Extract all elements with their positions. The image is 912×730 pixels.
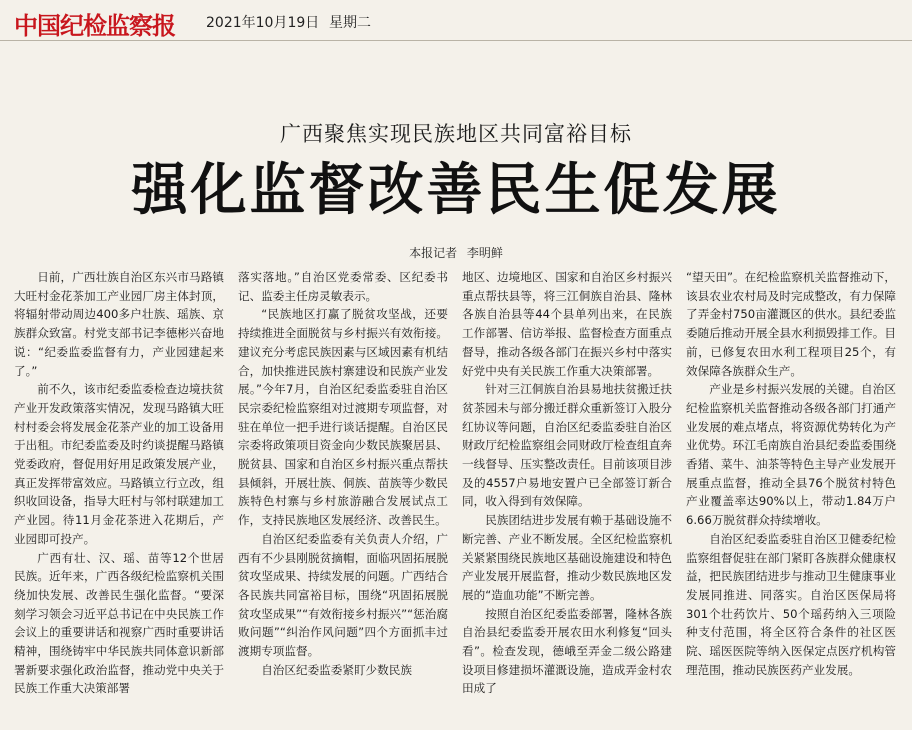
article-byline: [0, 244, 912, 261]
article-paragraph: 民族团结进步发展有赖于基础设施不断完善、产业不断发展。全区纪检监察机关紧紧围绕民族地区基础设施建设和特色产业发展开展监督，推动少数民族地区发展的“造血功能”不断完善。: [462, 513, 672, 602]
article-column-3: [462, 268, 672, 730]
article-column-2: [238, 268, 448, 730]
article-paragraph: 自治区纪委监委紧盯少数民族: [261, 662, 412, 677]
issue-date: 2021年10月19日: [206, 15, 320, 31]
article-paragraph: 针对三江侗族自治县易地扶贫搬迁扶贫茶园未与部分搬迁群众重新签订入股分红协议等问题，自治区纪委监委驻自治区财政厅纪检监察组会同财政厅检查组直奔一线督导、压实整改责任。目前该项目涉及的4557户易地安置户已全部签订新合同，收入得到有效保障。: [462, 382, 672, 509]
article-headline: 强化监督改善民生促发展: [131, 157, 781, 223]
newspaper-masthead: [0, 0, 912, 41]
article-paragraph: 自治区纪委监委有关负责人介绍，广西有不少县刚脱贫摘帽，面临巩固拓展脱贫攻坚成果、持续发展的问题。广西结合各民族共同富裕目标，围绕“巩固拓展脱贫攻坚成果”“有效衔接乡村振兴”“惩治腐败问题”“纠治作风问题”四个方面抓丰过渡期专项监督。: [238, 531, 448, 659]
article-paragraph: 落实落地。”自治区党委常委、区纪委书记、监委主任房灵敏表示。: [238, 270, 448, 303]
article-paragraph: “望天田”。在纪检监察机关监督推动下，该县农业农村局及时完成整改，有力保障了弄金村750亩灌溉区的供水。县纪委监委随后推动开展全县水利损毁排工作。目前，已修复农田水利工程项目25个，有效保障各族群众生产。: [686, 270, 896, 378]
article-column-4: [686, 268, 896, 730]
article-paragraph: 广西有壮、汉、瑶、苗等12个世居民族。近年来，广西各级纪检监察机关围绕加快发展、改善民生强化监督。“要深刻学习领会习近平总书记在中央民族工作会议上的重要讲话和视察广西时重要讲话精神，围绕铸牢中华民族共同体意识新部署新要求强化政治监督，推动党中央关于民族工作重大决策部署: [14, 550, 224, 696]
newspaper-logo: 中国纪检监察报: [14, 11, 175, 40]
article-paragraph: 自治区纪委监委驻自治区卫健委纪检监察组督促驻在部门紧盯各族群众健康权益，把民族团结进步与推动卫生健康事业发展同推进、同落实。自治区医保局将301个壮药饮片、50个瑶药纳入三项险种支付范围，将全区符合条件的社区医院、瑶医医院等纳入医保定点医疗机构管理范围，推动民族医药产业发展。: [686, 531, 896, 677]
article-paragraph: 日前，广西壮族自治区东兴市马路镇大旺村金花茶加工产业园厂房主体封顶，将辐射带动周边400多户壮族、瑶族、京族群众致富。村党支部书记李德彬兴奋地说：“纪委监委监督有力，产业园建起来了。”: [14, 270, 224, 378]
byline-name: 李明鲜: [466, 246, 503, 260]
article-paragraph: 按照自治区纪委监委部署，隆林各族自治县纪委监委开展农田水利修复“回头看”。检查发现，德峨至弄金二级公路建设项目修建损坏灌溉设施，造成弄金村农田成了: [462, 606, 672, 696]
article-paragraph: “民族地区打赢了脱贫攻坚战，还要持续推进全面脱贫与乡村振兴有效衔接。建议充分考虑民族因素与区域因素有机结合，加快推进民族村寨建设和民族产业发展。”今年7月，自治区纪委监委驻自治区民宗委纪检监察组对过渡期专项监督，对驻在单位一把手进行谈话提醒。自治区民宗委将政策项目资金向少数民族聚居县、脱贫县、国家和自治区乡村振兴重点帮扶县倾斜，开展壮族、侗族、苗族等少数民族特色村寨与乡村旅游融合发展试点工作，支持民族地区发展经济、改善民生。: [238, 307, 448, 528]
article-body: [14, 268, 904, 730]
article-paragraph: 产业是乡村振兴发展的关键。自治区纪检监察机关监督推动各级各部门打通产业发展的难点堵点，将资源优势转化为产业优势。环江毛南族自治县纪委监委围绕香猪、菜牛、油茶等特色主导产业发展开展重点监督，推动全县76个脱贫村特色产业覆盖率达90%以上，带动1.84万户6.66万脱贫群众持续增收。: [686, 382, 896, 528]
byline-label: 本报记者: [409, 246, 458, 260]
article-paragraph: 前不久，该市纪委监委检查边境扶贫产业开发政策落实情况，发现马路镇大旺村村委会将发展金花茶产业的加工设备用于出租。市纪委监委及时约谈提醒马路镇党委政府，督促用好用足政策发展产业，真正发挥带富效应。马路镇立行立改，组织收回设备，指导大旺村与邻村联建加工产业园。待11月金花茶进入花期后，产业园即可投产。: [14, 382, 224, 546]
article-subtitle: 广西聚焦实现民族地区共同富裕目标: [280, 122, 632, 146]
article-paragraph: 地区、边境地区、国家和自治区乡村振兴重点帮扶县等，将三江侗族自治县、隆林各族自治县等44个县单列出来，在民族工作部署、信访举报、监督检查方面重点督导，推动各级各部门在振兴乡村中落实好党中央有关民族工作重大决策部署。: [462, 270, 672, 378]
issue-weekday: 星期二: [329, 15, 371, 31]
article-column-1: [14, 268, 224, 730]
